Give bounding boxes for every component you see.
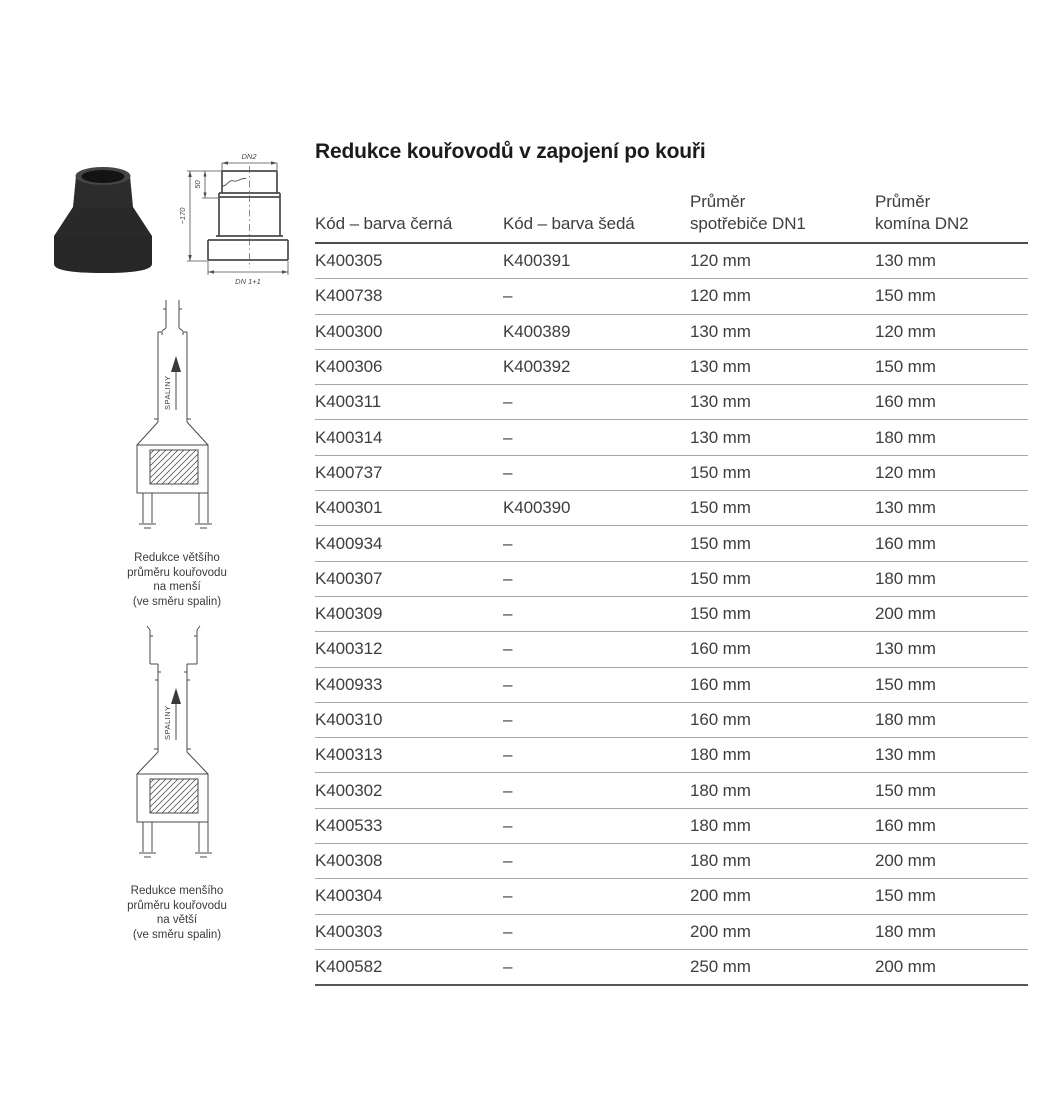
stove-taper bbox=[137, 422, 208, 445]
header-label-line: Průměr bbox=[690, 192, 746, 211]
table-row bbox=[315, 773, 1028, 808]
flow-arrow-head bbox=[171, 356, 181, 372]
cell-dn1: 250 mm bbox=[690, 957, 751, 977]
cell-dn1: 180 mm bbox=[690, 745, 751, 765]
chimney-pipe-small bbox=[162, 300, 183, 331]
reducer-cone bbox=[54, 207, 152, 236]
reducer-base bbox=[54, 236, 152, 273]
col-header-dn2 bbox=[875, 191, 1028, 235]
col-header-dn1 bbox=[690, 191, 875, 235]
cell-dn2: 180 mm bbox=[875, 710, 936, 729]
table-row bbox=[315, 738, 1028, 773]
col-header-grey-code bbox=[503, 213, 690, 235]
cell-grey-code: K400389 bbox=[503, 321, 571, 341]
dim-label-50: 50 bbox=[193, 180, 202, 189]
cell-dn2: 150 mm bbox=[875, 286, 936, 306]
flue-pipe bbox=[154, 664, 191, 752]
cell-dn2: 130 mm bbox=[875, 251, 936, 271]
table-row bbox=[315, 668, 1028, 703]
cell-grey-code: K400390 bbox=[503, 498, 571, 518]
cell-dn1: 130 mm bbox=[690, 392, 751, 412]
table-row bbox=[315, 420, 1028, 455]
table-row bbox=[315, 632, 1028, 667]
cell-black-code: K400934 bbox=[315, 533, 383, 553]
dim-label-dn1: DN 1+1 bbox=[235, 277, 261, 286]
stove-body bbox=[137, 774, 208, 822]
table-body bbox=[315, 244, 1028, 986]
caption-line: na menší bbox=[153, 581, 201, 593]
cell-black-code: K400306 bbox=[315, 357, 383, 377]
caption-line: průměru kouřovodu bbox=[127, 566, 227, 579]
caption-line: (ve směru spalin) bbox=[132, 595, 222, 608]
table-row bbox=[315, 844, 1028, 879]
reducer-opening bbox=[82, 170, 125, 183]
table-row bbox=[315, 879, 1028, 914]
cell-dn2: 130 mm bbox=[875, 639, 936, 659]
cell-black-code: K400308 bbox=[315, 851, 383, 871]
table-row bbox=[315, 491, 1028, 526]
flue-diagram-large-to-small bbox=[135, 298, 250, 533]
cell-black-code: K400305 bbox=[315, 251, 383, 271]
arrowhead bbox=[203, 193, 206, 199]
cell-grey-code: – bbox=[503, 957, 513, 977]
cell-black-code: K400312 bbox=[315, 639, 383, 659]
chimney-pipe-large bbox=[147, 626, 200, 664]
cell-dn1: 130 mm bbox=[690, 357, 751, 377]
cell-dn2: 180 mm bbox=[875, 568, 936, 588]
arrowhead bbox=[282, 270, 288, 274]
cell-grey-code: – bbox=[503, 568, 513, 588]
table-row bbox=[315, 597, 1028, 632]
cell-black-code: K400533 bbox=[315, 815, 383, 835]
firebox-hatch bbox=[150, 779, 198, 813]
cell-grey-code: – bbox=[503, 533, 513, 553]
cell-dn1: 120 mm bbox=[690, 251, 751, 271]
drawing-break-line bbox=[222, 178, 246, 186]
cell-dn1: 160 mm bbox=[690, 674, 751, 694]
cell-grey-code: – bbox=[503, 815, 513, 835]
dim-label-dn2: DN2 bbox=[241, 152, 257, 161]
flow-label: SPALINY bbox=[163, 705, 172, 740]
header-label: Kód – barva černá bbox=[315, 214, 453, 233]
col-header-black-code bbox=[315, 213, 503, 235]
cell-dn1: 120 mm bbox=[690, 286, 751, 306]
arrowhead bbox=[208, 270, 214, 274]
flow-arrow-head bbox=[171, 688, 181, 704]
arrowhead bbox=[222, 161, 228, 165]
cell-dn2: 200 mm bbox=[875, 851, 936, 871]
table-row bbox=[315, 385, 1028, 420]
cell-grey-code: – bbox=[503, 921, 513, 941]
cell-dn2: 160 mm bbox=[875, 815, 936, 835]
diagram-caption-large-to-small bbox=[77, 551, 277, 609]
stove-legs bbox=[139, 493, 212, 528]
cell-grey-code: – bbox=[503, 745, 513, 765]
table-header-row bbox=[315, 183, 1028, 244]
table-row bbox=[315, 456, 1028, 491]
cell-dn1: 180 mm bbox=[690, 815, 751, 835]
cell-grey-code: K400392 bbox=[503, 357, 571, 377]
cell-black-code: K400313 bbox=[315, 745, 383, 765]
dim-label-170: ~170 bbox=[178, 207, 187, 225]
flue-diagram-small-to-large bbox=[135, 622, 250, 867]
cell-dn2: 150 mm bbox=[875, 674, 936, 694]
table-row bbox=[315, 703, 1028, 738]
cell-grey-code: – bbox=[503, 392, 513, 412]
cell-black-code: K400300 bbox=[315, 321, 383, 341]
cell-dn1: 150 mm bbox=[690, 498, 751, 518]
table-row bbox=[315, 350, 1028, 385]
cell-dn2: 150 mm bbox=[875, 886, 936, 906]
stove-body bbox=[137, 445, 208, 493]
cell-grey-code: – bbox=[503, 851, 513, 871]
table-row bbox=[315, 950, 1028, 986]
cell-grey-code: K400391 bbox=[503, 251, 571, 271]
arrowhead bbox=[271, 161, 277, 165]
cell-grey-code: – bbox=[503, 674, 513, 694]
cell-dn2: 120 mm bbox=[875, 321, 936, 341]
caption-line: průměru kouřovodu bbox=[127, 899, 227, 912]
cell-dn1: 150 mm bbox=[690, 568, 751, 588]
drawing-base bbox=[208, 236, 288, 260]
cell-grey-code: – bbox=[503, 462, 513, 482]
cell-black-code: K400301 bbox=[315, 498, 383, 518]
firebox-hatch bbox=[150, 450, 198, 484]
cell-grey-code: – bbox=[503, 886, 513, 906]
cell-black-code: K400303 bbox=[315, 921, 383, 941]
cell-black-code: K400311 bbox=[315, 392, 382, 412]
cell-dn2: 160 mm bbox=[875, 533, 936, 553]
table-row bbox=[315, 315, 1028, 350]
cell-grey-code: – bbox=[503, 604, 513, 624]
arrowhead bbox=[188, 255, 192, 261]
dim-lines bbox=[187, 163, 288, 275]
table-row bbox=[315, 809, 1028, 844]
cell-dn1: 200 mm bbox=[690, 921, 751, 941]
table-row bbox=[315, 562, 1028, 597]
cell-black-code: K400582 bbox=[315, 957, 383, 977]
stove-taper bbox=[137, 752, 208, 774]
cell-dn2: 130 mm bbox=[875, 745, 936, 765]
cell-dn1: 150 mm bbox=[690, 462, 751, 482]
product-photo-reducer-icon bbox=[42, 160, 164, 280]
header-label-line: Průměr bbox=[875, 192, 931, 211]
cell-dn1: 150 mm bbox=[690, 533, 751, 553]
cell-dn2: 130 mm bbox=[875, 498, 936, 518]
header-label: Kód – barva šedá bbox=[503, 214, 635, 233]
table-row bbox=[315, 244, 1028, 279]
cell-black-code: K400307 bbox=[315, 568, 383, 588]
cell-black-code: K400302 bbox=[315, 780, 383, 800]
caption-line: Redukce menšího bbox=[130, 885, 224, 897]
technical-drawing bbox=[178, 146, 306, 290]
cell-black-code: K400309 bbox=[315, 604, 383, 624]
caption-line: na větší bbox=[156, 914, 198, 926]
cell-dn2: 180 mm bbox=[875, 427, 936, 447]
cell-grey-code: – bbox=[503, 710, 513, 729]
cell-dn1: 160 mm bbox=[690, 639, 751, 659]
cell-black-code: K400310 bbox=[315, 710, 383, 729]
cell-grey-code: – bbox=[503, 427, 513, 447]
cell-dn2: 200 mm bbox=[875, 957, 936, 977]
diagram-caption-small-to-large bbox=[77, 884, 277, 942]
cell-dn1: 200 mm bbox=[690, 886, 751, 906]
flue-pipe bbox=[154, 332, 191, 422]
table-row bbox=[315, 526, 1028, 561]
header-label-line: spotřebiče DN1 bbox=[690, 214, 806, 233]
cell-dn1: 130 mm bbox=[690, 321, 751, 341]
cell-grey-code: – bbox=[503, 639, 513, 659]
arrowhead bbox=[188, 171, 192, 177]
cell-grey-code: – bbox=[503, 780, 513, 800]
cell-dn2: 180 mm bbox=[875, 921, 936, 941]
cell-dn1: 130 mm bbox=[690, 427, 751, 447]
arrowhead bbox=[203, 171, 206, 177]
cell-black-code: K400314 bbox=[315, 427, 383, 447]
cell-dn2: 150 mm bbox=[875, 357, 936, 377]
caption-line: Redukce většího bbox=[134, 552, 220, 564]
cell-black-code: K400738 bbox=[315, 286, 383, 306]
cell-black-code: K400304 bbox=[315, 886, 383, 906]
cell-black-code: K400933 bbox=[315, 674, 383, 694]
table-row bbox=[315, 279, 1028, 314]
cell-black-code: K400737 bbox=[315, 462, 383, 482]
cell-dn1: 150 mm bbox=[690, 604, 751, 624]
header-label-line: komína DN2 bbox=[875, 214, 969, 233]
cell-dn2: 150 mm bbox=[875, 780, 936, 800]
table-row bbox=[315, 915, 1028, 950]
cell-dn1: 180 mm bbox=[690, 851, 751, 871]
page-title: Redukce kouřovodů v zapojení po kouři bbox=[315, 140, 706, 163]
caption-line: (ve směru spalin) bbox=[132, 928, 222, 941]
cell-dn2: 160 mm bbox=[875, 392, 936, 412]
cell-grey-code: – bbox=[503, 286, 513, 306]
reduction-table bbox=[315, 183, 1028, 986]
cell-dn2: 120 mm bbox=[875, 462, 936, 482]
stove-legs bbox=[139, 822, 212, 857]
flow-label: SPALINY bbox=[163, 375, 172, 410]
cell-dn1: 180 mm bbox=[690, 780, 751, 800]
cell-dn2: 200 mm bbox=[875, 604, 936, 624]
cell-dn1: 160 mm bbox=[690, 710, 751, 729]
